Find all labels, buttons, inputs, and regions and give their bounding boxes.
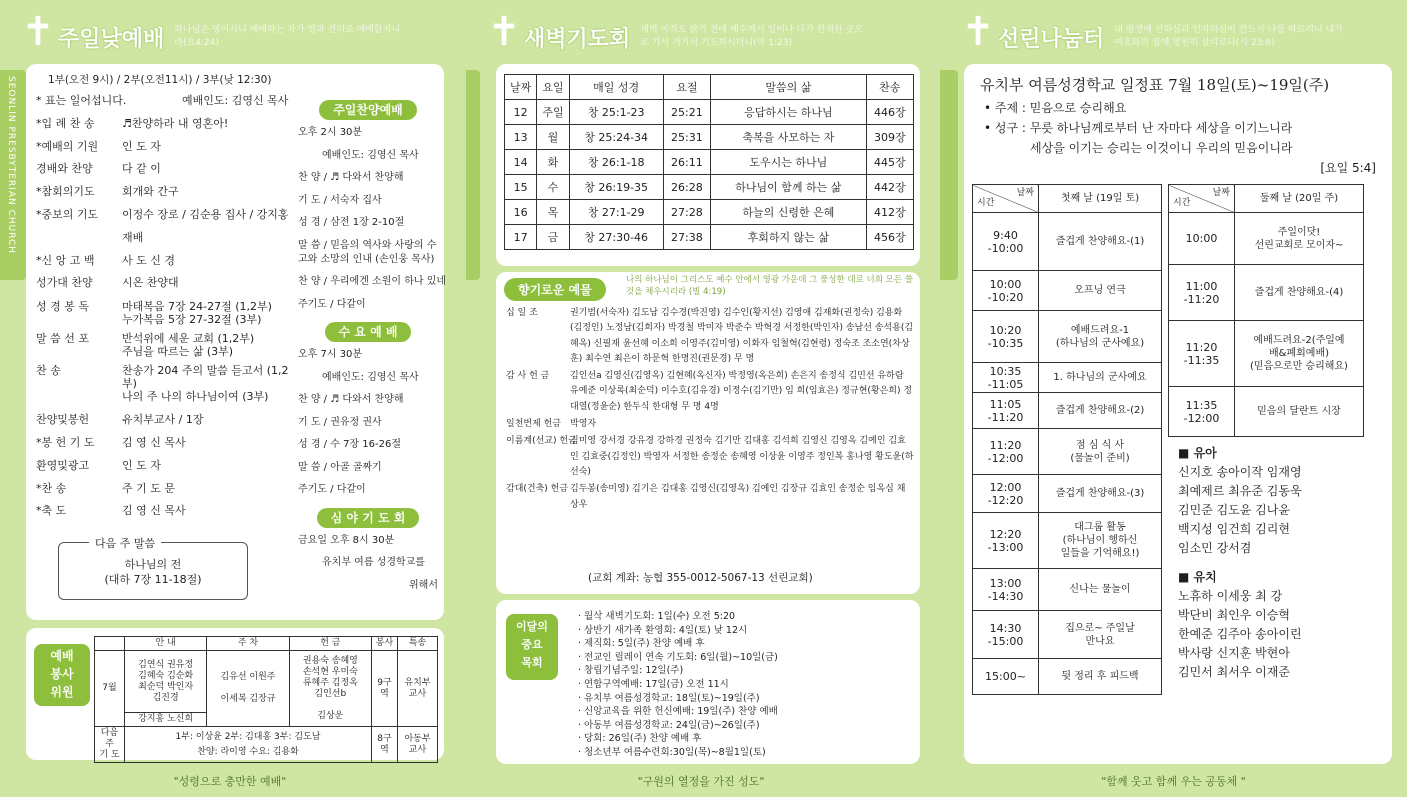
wed-line: 찬 양 / ♬ 다와서 찬양해 <box>298 394 404 405</box>
order-label: *찬 송 <box>36 481 67 495</box>
header <box>958 9 1344 58</box>
camp-box <box>964 64 1392 764</box>
events-title: 이달의 중요 목회 <box>506 614 558 680</box>
next-sermon-label: 다음 주 말씀 <box>89 535 161 551</box>
side-tab <box>466 70 480 280</box>
offering-kind: 감 사 헌 금 <box>506 371 550 382</box>
offering-names: 권기범(서숙자) 김도남 김수경(박진영) 김수인(황지선) 김영애 김재화(권정숙) 김용화(김정인) 노정남(김희자) 박경철 박미자 박준수 박혁경 서정한(박인자) 송남선 송석용(김혜옥) 신필재 윤선혜 이소희 이영주(김미영) 이화자 임철혁(김현령) 정숙조 조소연(차상훈) 최수연 최은이 하문혁 한명진(권문경) 무 명 <box>570 308 914 364</box>
order-label: 환영및광고 <box>36 458 90 472</box>
dawn-cell: 25:31 <box>663 125 710 150</box>
page-title: 선린나눔터 <box>998 27 1105 52</box>
dawn-cell: 금 <box>537 225 569 250</box>
day2-header-row: 날짜 시간 둘째 날 (20일 주) <box>1169 185 1364 213</box>
kids-list: ■ 유아 신지호 송아이작 임재영 최예제르 최유준 김동욱 김민준 김도윤 김나윤 백지성 임건희 김리현 임소민 강서겸 ■ 유치 노휴하 이세웅 최 강 박단비 최인우 이승혁 한예준 김주아 송아이린 박사랑 신지훈 박현아 김민서 최서우 이재준 <box>1178 444 1378 682</box>
kinder-names: 박단비 최인우 이승혁 <box>1178 608 1290 622</box>
order-value: 주 기 도 문 <box>122 481 175 495</box>
dawn-cell: 창 25:24-34 <box>569 125 663 150</box>
col-service: 봉사 <box>372 637 398 651</box>
dawn-cell: 창 26:1-18 <box>569 150 663 175</box>
worship-order <box>32 90 302 523</box>
offering-kind: 감대(건축) 헌금 <box>506 484 569 495</box>
order-row <box>32 332 302 358</box>
header <box>484 9 870 58</box>
duty-box <box>26 628 444 760</box>
offering-names: 박영자 <box>570 419 597 430</box>
dawn-cell: 25:21 <box>663 100 710 125</box>
dawn-row <box>505 175 914 200</box>
dawn-cell: 응답하시는 하나님 <box>711 100 866 125</box>
schedule-time: 11:20 -11:35 <box>1169 321 1235 387</box>
offering-names: 김미영 강서경 강유경 강하경 권정숙 김기만 김대홍 김석희 김영신 김영옥 김예인 김효인 김효중(김정인) 박영자 서정한 송정순 송혜영 이상윤 이영주 정인복 홍나영 황도윤(하선숙) <box>570 436 914 477</box>
dawn-cell: 15 <box>505 175 537 200</box>
schedule-time: 10:20 -10:35 <box>973 311 1039 363</box>
dawn-cell: 주일 <box>537 100 569 125</box>
duty-label: 예배 봉사 위원 <box>34 644 90 706</box>
praise-line: 오후 2시 30분 <box>298 127 363 138</box>
kid-names: 최예제르 최유준 김동욱 <box>1178 484 1302 498</box>
schedule-activity: 즐겁게 찬양해요-(4) <box>1235 265 1364 321</box>
dawn-cell: 도우시는 하나님 <box>711 150 866 175</box>
wed-title: 수 요 예 배 <box>325 322 412 342</box>
offering-verse: 나의 하나님이 그리스도 예수 안에서 영광 가운데 그 풍성한 대로 너희 모든 쓸 것을 채우시리라 (빌 4:19) <box>626 275 913 297</box>
dawn-cell: 창 26:19-35 <box>569 175 663 200</box>
night-line: 위해서 <box>409 579 438 591</box>
page-title: 주일낮예배 <box>58 27 165 52</box>
schedule-activity: 신나는 물놀이 <box>1039 569 1162 611</box>
dawn-cell: 창 27:1-29 <box>569 200 663 225</box>
day1-table <box>972 184 1162 695</box>
order-value: 반석위에 세운 교회 (1,2부) 주님을 따르는 삶 (3부) <box>122 332 255 359</box>
order-value: 다 같 이 <box>122 162 161 176</box>
order-value: 인 도 자 <box>122 458 161 472</box>
order-row <box>32 90 302 113</box>
schedule-activity: 즐겁게 찬양해요-(2) <box>1039 393 1162 429</box>
dawn-cell: 27:28 <box>663 200 710 225</box>
order-label: 찬 송 <box>36 364 61 378</box>
schedule-time: 13:00 -14:30 <box>973 569 1039 611</box>
dawn-cell: 14 <box>505 150 537 175</box>
camp-theme-block <box>984 98 1384 178</box>
order-label: *입 례 찬 송 <box>36 116 95 130</box>
night-line: 금요일 오후 8시 30분 <box>298 534 395 546</box>
camp-verse: • 성구 : 무릇 하나님께로부터 난 자마다 세상을 이기느니라 <box>984 121 1293 135</box>
wed-line: 예배인도: 김영신 목사 <box>322 371 419 383</box>
event-item: · 전교인 릴레이 연속 기도회: 6일(월)~10일(금) <box>578 651 778 663</box>
page-title: 새벽기도회 <box>524 27 631 52</box>
order-label: 성가대 찬양 <box>36 276 93 290</box>
dawn-cell: 27:38 <box>663 225 710 250</box>
offering-row <box>500 417 914 432</box>
schedule-activity: 오프닝 연극 <box>1039 271 1162 311</box>
dawn-cell: 창 25:1-23 <box>569 100 663 125</box>
offering-names: 김인선a 김영신(김영옥) 김현혜(옥신자) 박정영(옥은희) 손은지 송정식 김민선 유하람 유예준 이상록(최순덕) 이수호(김유경) 이정수(김기만) 임 희(임효은) 정규현(황은희) 정대열(정윤순) 한두식 한대형 무 명 4명 <box>570 371 913 412</box>
praise-lines <box>298 126 447 312</box>
order-value: 사 도 신 경 <box>122 253 175 267</box>
schedule-row <box>1169 265 1364 321</box>
side-tab <box>940 70 958 280</box>
event-item: · 아동부 여름성경학교: 24일(금)~26일(주) <box>578 719 760 731</box>
footer-motto: "구원의 열정을 가진 성도" <box>637 775 765 788</box>
col-parking: 주 차 <box>207 637 289 651</box>
duty-table: 안 내 주 차 헌 금 봉사 특송 7월 김연식 권유정 김혜숙 김순화 최순덕 박인자 김진경 김유선 이원주 이세복 김장규 권용숙 송혜영 손석현 우미숙 류혜주 김정옥 김인선b 김상운 9구역 유치부 교사 강지홍 노신희 다음주 기 도 1부: 이상윤 2부: 김대홍 3부: 김도남 찬양: 라이영 수요: 김용화 8구역 아동부 교사 <box>94 636 438 763</box>
night-lines <box>298 534 438 593</box>
order-row <box>32 300 302 326</box>
order-value: 찬송가 204 주의 말씀 듣고서 (1,2부) 나의 주 나의 하나님이여 (3부) <box>122 364 289 404</box>
schedule-activity: 즐겁게 찬양해요-(1) <box>1039 213 1162 271</box>
dawn-table <box>504 74 914 250</box>
praise-title: 주일찬양예배 <box>319 100 417 120</box>
order-value: 마태복음 7장 24-27절 (1,2부) 누가복음 5장 27-32절 (3부) <box>122 300 272 327</box>
dawn-cell: 화 <box>537 150 569 175</box>
kinder-names: 노휴하 이세웅 최 강 <box>1178 589 1283 603</box>
dawn-cell: 17 <box>505 225 537 250</box>
order-value: 김 영 신 목사 <box>122 435 186 449</box>
praise-line: 주기도 / 다같이 <box>298 298 366 310</box>
event-item: · 제직회: 5일(주) 찬양 예배 후 <box>578 638 705 650</box>
wed-line: 성 경 / 수 7장 16-26절 <box>298 439 401 450</box>
header-verse: 새벽 아직도 밝기 전에 예수께서 일어나 나가 한적한 곳으로 가서 거기서 기도하시더니(막 1:23) <box>640 25 864 48</box>
dawn-row <box>505 100 914 125</box>
event-item: · 월삭 새벽기도회: 1일(수) 오전 5:20 <box>578 611 736 622</box>
praise-line: 성 경 / 삼전 1장 2-10절 <box>298 217 405 228</box>
order-row <box>32 364 302 403</box>
offering-row <box>500 369 914 415</box>
schedule-row <box>973 611 1162 659</box>
day1-header: 첫째 날 (19일 토) <box>1039 185 1162 213</box>
order-row <box>32 455 302 478</box>
order-label: *봉 헌 기 도 <box>36 435 95 449</box>
order-label: *참회의기도 <box>36 185 95 199</box>
offering-title: 향기로운 예물 <box>504 278 606 301</box>
order-row <box>32 158 302 181</box>
praise-line: 찬 양 / 우리에겐 소원이 하나 있네 <box>298 276 447 287</box>
schedule-row <box>1169 213 1364 265</box>
offering-names: 김두봉(송미영) 김기은 김대홍 김영신(김영옥) 김예인 김장규 김효인 송정순 임옥심 채상우 <box>570 484 906 510</box>
order-label: 찬양및봉헌 <box>36 413 90 427</box>
dawn-cell: 456장 <box>866 225 913 250</box>
day2-header: 둘째 날 (20일 주) <box>1235 185 1364 213</box>
schedule-activity: 1. 하나님의 군사예요 <box>1039 363 1162 393</box>
schedule-row <box>1169 321 1364 387</box>
schedule-activity: 예배드려요-2(주일예 배&폐회예배) (믿음으로만 승리해요) <box>1235 321 1364 387</box>
order-label: 성 경 봉 독 <box>36 300 89 314</box>
panel-sharing <box>940 0 1407 797</box>
worship-box <box>26 64 447 620</box>
schedule-row <box>973 393 1162 429</box>
footer-motto: "함께 웃고 함께 우는 공동체 " <box>1101 775 1246 788</box>
next-sermon: 하나님의 전 (대하 7장 11-18절) <box>104 558 202 586</box>
panel-dawn-prayer <box>466 0 936 797</box>
order-value: 예배인도: 김영신 목사 <box>182 94 289 107</box>
next-sermon-box <box>58 537 248 600</box>
dawn-row <box>505 200 914 225</box>
event-item: · 연합구역예배: 17일(금) 오전 11시 <box>578 678 729 690</box>
header-verse: 내 평생에 선하심과 인자하심이 반드시 나를 따르리니 내가 여호와의 집에 영원히 살리로다(시 23:6) <box>1114 25 1343 48</box>
col-offering: 헌 금 <box>289 637 371 651</box>
event-item: · 청소년부 여름수련회:30일(목)~8월1일(토) <box>578 746 766 758</box>
kinder-names: 박사랑 신지훈 박현아 <box>1178 646 1290 660</box>
order-label: *중보의 기도 <box>36 207 99 221</box>
dawn-row <box>505 150 914 175</box>
dawn-cell: 수 <box>537 175 569 200</box>
order-value: 회개와 간구 <box>122 185 179 199</box>
order-value: 이정수 장로 / 김순용 집사 / 강지홍 재배 <box>122 207 289 244</box>
schedule-row <box>973 363 1162 393</box>
wed-line: 말 씀 / 아골 골짜기 <box>298 461 382 473</box>
schedule-time: 10:35 -11:05 <box>973 363 1039 393</box>
offering-kind: 일천번제 헌금 <box>506 419 562 430</box>
order-row <box>32 272 302 295</box>
dawn-cell: 축복을 사모하는 자 <box>711 125 866 150</box>
schedule-time: 9:40 -10:00 <box>973 213 1039 271</box>
schedule-time: 11:20 -12:00 <box>973 429 1039 475</box>
order-label: *예배의 기원 <box>36 139 99 153</box>
header-verse: 하나님은 영이시니 예배하는 자가 영과 진리로 예배할지니라(요4:24) <box>174 25 401 48</box>
col-guide: 안 내 <box>125 637 207 651</box>
dawn-row <box>505 125 914 150</box>
wed-line: 기 도 / 권유정 권사 <box>298 416 382 428</box>
day1-header-row: 날짜 시간 첫째 날 (19일 토) <box>973 185 1162 213</box>
schedule-time: 12:00 -12:20 <box>973 475 1039 513</box>
schedule-time: 11:05 -11:20 <box>973 393 1039 429</box>
schedule-row <box>973 475 1162 513</box>
kid-names: 임소민 강서겸 <box>1178 541 1252 555</box>
offering-row <box>500 434 914 480</box>
header <box>18 9 404 58</box>
kinder-names: 김민서 최서우 이재준 <box>1178 665 1290 679</box>
praise-line: 찬 양 / ♬ 다와서 찬양해 <box>298 172 404 183</box>
schedule-activity: 대그룹 활동 (하나님이 행하신 일들을 기억해요!) <box>1039 513 1162 569</box>
church-account: (교회 계좌: 농협 355-0012-5067-13 선린교회) <box>588 572 813 584</box>
side-tab: SEONLIN PRESBYTERIAN CHURCH <box>0 70 26 280</box>
schedule-activity: 집으로~ 주일날 만나요 <box>1039 611 1162 659</box>
order-row <box>32 409 302 432</box>
dawn-cell: 13 <box>505 125 537 150</box>
order-label: * 표는 일어섭니다. <box>36 94 127 107</box>
next-prayer-row: 다음주 기 도 1부: 이상윤 2부: 김대홍 3부: 김도남 찬양: 라이영 수요: 김용화 8구역 아동부 교사 <box>95 727 438 763</box>
schedule-time: 10:00 -10:20 <box>973 271 1039 311</box>
cross-icon: ✝ <box>961 9 995 55</box>
kid-names: 신지호 송아이작 임재영 <box>1178 465 1302 479</box>
schedule-activity: 예배드려요-1 (하나님의 군사예요) <box>1039 311 1162 363</box>
schedule-row <box>973 429 1162 475</box>
wed-line: 주기도 / 다같이 <box>298 484 366 495</box>
schedule-row <box>973 311 1162 363</box>
camp-verse-line2: 세상을 이기는 승리는 이것이니 우리의 믿음이니라 <box>1030 141 1293 155</box>
event-item: · 신앙교육을 위한 헌신예배: 19일(주) 찬양 예배 <box>578 706 778 718</box>
order-label: 말 씀 선 포 <box>36 332 89 346</box>
order-value: 시온 찬양대 <box>122 276 179 290</box>
schedule-activity: 믿음의 달란트 시장 <box>1235 387 1364 437</box>
order-row <box>32 478 302 501</box>
dawn-cell: 309장 <box>866 125 913 150</box>
schedule-row <box>973 569 1162 611</box>
schedule-time: 14:30 -15:00 <box>973 611 1039 659</box>
order-row <box>32 136 302 159</box>
praise-line: 기 도 / 서숙자 집사 <box>298 194 382 206</box>
schedule-time: 15:00~ <box>973 659 1039 695</box>
panel-sunday-worship <box>0 0 460 797</box>
night-line: 유치부 여름 성경학교를 <box>322 557 425 568</box>
wed-lines <box>298 348 438 497</box>
service-times: 1부(오전 9시) / 2부(오전11시) / 3부(낮 12:30) <box>48 74 272 86</box>
kid-names: 김민준 김도윤 김나윤 <box>1178 503 1290 517</box>
order-value: ♬찬양하라 내 영혼아! <box>122 116 229 130</box>
dawn-cell: 16 <box>505 200 537 225</box>
schedule-row <box>973 213 1162 271</box>
day2-table <box>1168 184 1364 437</box>
dawn-cell: 하늘의 신령한 은혜 <box>711 200 866 225</box>
order-row <box>32 432 302 455</box>
order-row <box>32 500 302 523</box>
offering-box <box>496 272 920 594</box>
event-item: · 유치부 여름성경학교: 18일(토)~19일(주) <box>578 692 760 704</box>
event-item: · 당회: 26일(주) 찬양 예배 후 <box>578 733 702 745</box>
order-row <box>32 250 302 273</box>
dawn-cell: 442장 <box>866 175 913 200</box>
dawn-schedule-box <box>496 64 920 266</box>
offering-row <box>500 482 914 513</box>
order-value: 김 영 신 목사 <box>122 504 186 518</box>
duty-row: 7월 김연식 권유정 김혜숙 김순화 최순덕 박인자 김진경 김유선 이원주 이세복 김장규 권용숙 송혜영 손석현 우미숙 류혜주 김정옥 김인선b 김상운 9구역 유치부 교사 <box>95 651 438 713</box>
dawn-cell: 445장 <box>866 150 913 175</box>
schedule-time: 12:20 -13:00 <box>973 513 1039 569</box>
schedule-row <box>1169 387 1364 437</box>
order-value: 유치부교사 / 1장 <box>122 413 204 427</box>
events-box <box>496 600 920 764</box>
schedule-time: 11:35 -12:00 <box>1169 387 1235 437</box>
events-list <box>578 610 914 760</box>
right-column <box>298 98 447 601</box>
camp-verse-ref: [요일 5:4] <box>1320 161 1376 175</box>
wed-line: 오후 7시 30분 <box>298 349 363 360</box>
dawn-header-row: 날짜 요일 매일 성경 요절 말씀의 삶 찬송 <box>505 75 914 100</box>
praise-line: 말 씀 / 믿음의 역사와 사랑의 수고와 소망의 인내 (손인웅 목사) <box>298 239 437 265</box>
praise-line: 예배인도: 김영신 목사 <box>322 149 419 161</box>
dawn-cell: 412장 <box>866 200 913 225</box>
dawn-cell: 12 <box>505 100 537 125</box>
schedule-activity: 점 심 식 사 (물놀이 준비) <box>1039 429 1162 475</box>
kinder-names: 한예준 김주아 송아이린 <box>1178 627 1302 641</box>
order-value: 인 도 자 <box>122 139 161 153</box>
schedule-row <box>973 659 1162 695</box>
dawn-row <box>505 225 914 250</box>
event-item: · 상반기 새가족 환영회: 4일(토) 낮 12시 <box>578 624 748 636</box>
offering-kind: 이름계(선교) 헌금 <box>506 436 577 447</box>
order-row <box>32 113 302 136</box>
dawn-cell: 하나님이 함께 하는 삶 <box>711 175 866 200</box>
dawn-cell: 목 <box>537 200 569 225</box>
dawn-cell: 446장 <box>866 100 913 125</box>
order-label: *축 도 <box>36 504 67 518</box>
offering-kind: 십 일 조 <box>506 308 538 318</box>
night-title: 심 야 기 도 회 <box>317 508 420 528</box>
offering-list <box>500 306 914 515</box>
camp-title: 유치부 여름성경학교 일정표 7월 18일(토)~19일(주) <box>980 76 1330 94</box>
order-row <box>32 181 302 204</box>
camp-theme: • 주제 : 믿음으로 승리해요 <box>984 101 1127 115</box>
col-special: 특송 <box>398 637 438 651</box>
dawn-cell: 26:11 <box>663 150 710 175</box>
order-row <box>32 204 302 250</box>
kid-names: 백지성 임건희 김리현 <box>1178 522 1290 536</box>
offering-row <box>500 306 914 367</box>
schedule-activity: 주일이닷! 선린교회로 모이자~ <box>1235 213 1364 265</box>
order-label: *신 앙 고 백 <box>36 253 95 267</box>
dawn-cell: 26:28 <box>663 175 710 200</box>
schedule-activity: 즐겁게 찬양해요-(3) <box>1039 475 1162 513</box>
dawn-cell: 월 <box>537 125 569 150</box>
cross-icon: ✝ <box>487 9 521 55</box>
dawn-cell: 창 27:30-46 <box>569 225 663 250</box>
event-item: · 창립기념주일: 12일(주) <box>578 665 684 677</box>
duty-header-row <box>95 637 438 651</box>
schedule-row <box>973 271 1162 311</box>
schedule-time: 11:00 -11:20 <box>1169 265 1235 321</box>
cross-icon: ✝ <box>21 9 55 55</box>
footer-motto: "성령으로 충만한 예배" <box>173 775 287 788</box>
schedule-row <box>973 513 1162 569</box>
dawn-cell: 후회하지 않는 삶 <box>711 225 866 250</box>
schedule-activity: 뒷 정리 후 피드백 <box>1039 659 1162 695</box>
schedule-time: 10:00 <box>1169 213 1235 265</box>
order-label: 경배와 찬양 <box>36 162 93 176</box>
